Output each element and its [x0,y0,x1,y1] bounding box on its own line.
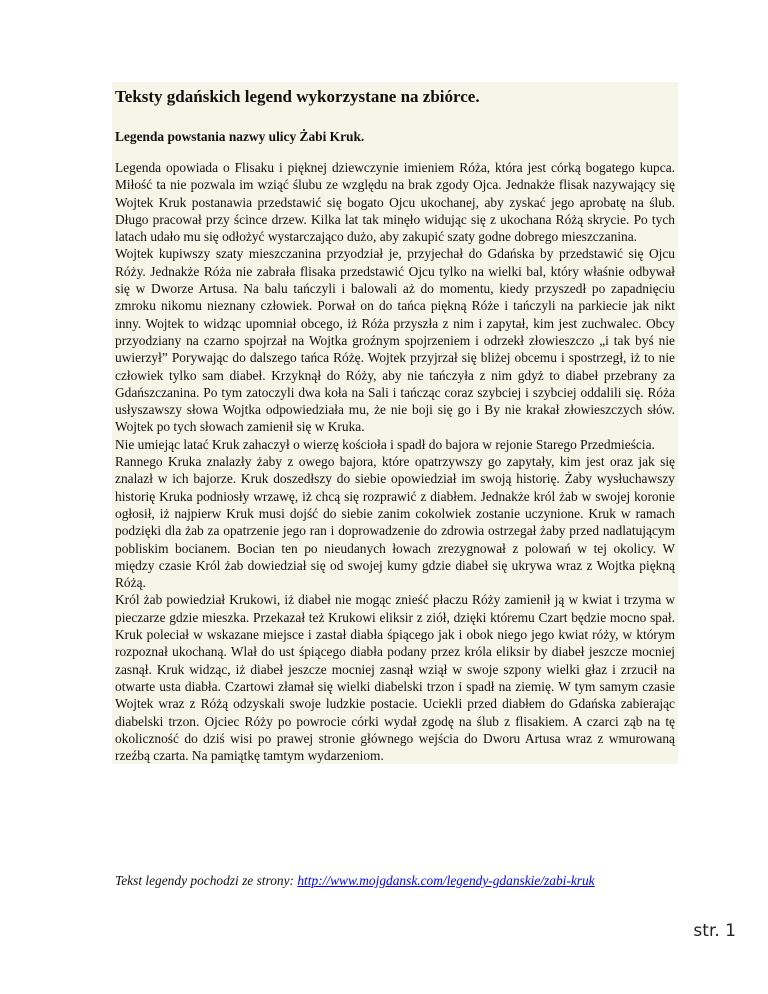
page-number: str. 1 [693,921,736,941]
legend-heading: Legenda powstania nazwy ulicy Żabi Kruk. [115,129,365,144]
paragraph-4: Rannego Kruka znalazły żaby z owego bajora, które opatrzywszy go zapytały, kim jest oraz jak się znalazł w ich bajorze. Kruk doszedłszy do siebie opowiedział im swoją historię. Żaby wysłuchawszy historię Kruka podniosły wrzawę, iż chcą się rozprawić z diabłem. Jednakże król żab w swojej koronie ogłosił, iż najpierw Kruk musi dojść do siebie zanim cokolwiek zostanie uczynione. Kruk w ramach podzięki dla żab za opatrzenie jego ran i doprowadzenie do zdrowia ostrzegał żaby przed nadlatującym pobliskim bocianem. Bocian ten po nieudanych łowach zrezygnował z polowań w tej okolicy. W między czasie Król żab dowiedział się od swojej kumy gdzie diabeł się ukrywa wraz z Wojtka piękną Różą. [115,454,675,591]
document-title: Teksty gdańskich legend wykorzystane na zbiórce. [115,87,480,106]
highlighted-text-block [112,82,678,764]
paragraph-2: Wojtek kupiwszy szaty mieszczanina przyodział je, przyjechał do Gdańska by przedstawić się Ojcu Róży. Jednakże Róża nie zabrała flisaka przedstawić Ojcu tylko na wielki bal, który właśnie odbywał się w Dworze Artusa. Na balu tańczyli i balowali aż do momentu, kiedy przyszedł po zapadnięciu zmroku nikomu nieznany człowiek. Porwał on do tańca piękną Róże i tańczyli na parkiecie jak nikt inny. Wojtek to widząc upomniał obcego, iż Róża przyszła z nim i zapytał, kim jest zuchwalec. Obcy przyodziany na czarno spojrzał na Wojtka groźnym spojrzeniem i odrzekł złowieszczo „i tak byś nie uwierzył” Porywając do dalszego tańca Różę. Wojtek przyjrzał się bliżej obcemu i spostrzegł, iż to nie człowiek tylko sam diabeł. Krzyknął do Róży, aby nie tańczyła z nim gdyż to diabeł przebrany za Gdańszczanina. Po tym zatoczyli dwa koła na Sali i tańcząc coraz szybciej i szybciej oddalili się. Róża usłyszawszy słowa Wojtka odpowiedziała mu, że nie boji się go i By nie krakał złowieszczych słów. Wojtek po tych słowach zamienił się w Kruka. [115,246,675,435]
paragraph-5: Król żab powiedział Krukowi, iż diabeł nie mogąc znieść płaczu Róży zamienił ją w kwiat i trzyma w pieczarze gdzie mieszka. Przekazał też Krukowi eliksir z ziół, dzięki któremu Czart będzie mocno spał. Kruk poleciał w wskazane miejsce i zastał diabła śpiącego jak i obok niego jego kwiat róży, w którym rozpoznał ukochaną. Wlał do ust śpiącego diabła podany przez króla eliksir by diabeł jeszcze mocniej zasnął. Kruk widząc, iż diabeł jeszcze mocniej zasnął wziął w swoje szpony wielki głaz i zrzucił na otwarte usta diabła. Czartowi złamał się wielki diabelski trzon i spadł na ziemię. W tym samym czasie Wojtek wraz z Różą odzyskali swoje ludzkie postacie. Uciekli przed diabłem do Gdańska zabierając diabelski trzon. Ojciec Róży po powrocie córki wydał zgodę na ślub z flisakiem. A czarci ząb na tę okoliczność do dziś wisi po prawej stronie głównego wejścia do Dworu Artusa wraz z wmurowaną rzeźbą czarta. Na pamiątkę tamtym wydarzeniom. [115,592,675,764]
paragraph-1: Legenda opowiada o Flisaku i pięknej dziewczynie imieniem Róża, która jest córką bogatego kupca. Miłość ta nie pozwala im wziąć ślubu ze względu na brak zgody Ojca. Jednakże flisak nazywający się Wojtek Kruk postanawia przedstawić się bogato Ojcu ukochanej, aby zyskać jego aprobatę na ślub. Długo pracował przy ścince drzew. Kilka lat tak minęło widując się z ukochana Różą skrycie. Po tych latach udało mu się odłożyć wystarczająco dużo, aby zakupić szaty godne dobrego mieszczanina. [115,160,675,245]
source-note [115,872,715,889]
source-link[interactable]: http://www.mojgdansk.com/legendy-gdanskie/zabi-kruk [297,873,595,888]
source-prefix: Tekst legendy pochodzi ze strony: [115,873,298,888]
paragraph-3: Nie umiejąc latać Kruk zahaczył o wierzę kościoła i spadł do bajora w rejonie Starego Przedmieścia. [115,436,655,452]
